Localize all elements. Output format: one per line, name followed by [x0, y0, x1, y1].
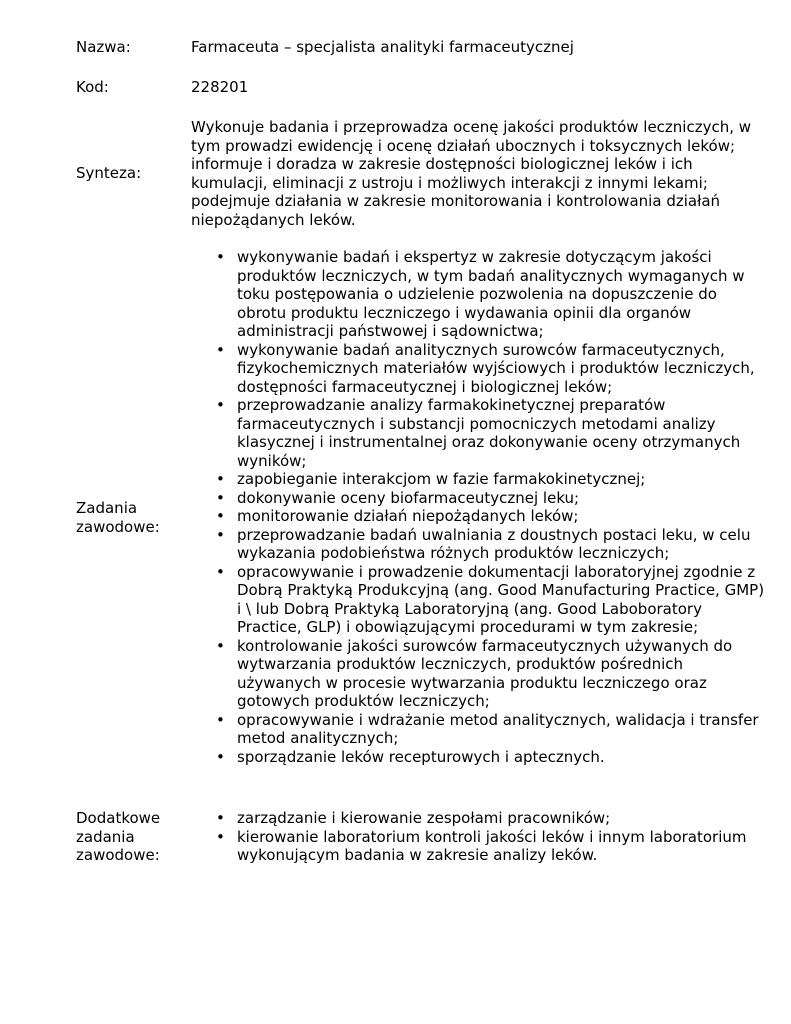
- synthesis-text: Wykonuje badania i przeprowadza ocenę jakości produktów leczniczych, w tym prowadzi ewidencję i ocenę działań ubocznych i toksycznych leków; informuje i doradza w zakresie dostępności biologicznej leków i ich kumulacji, eliminacji z ustroju i możliwych interakcji z innymi lekami; podejmuje działania w zakresie monitorowania i kontrolowania działań niepożądanych leków.: [191, 118, 752, 229]
- occupation-code: 228201: [191, 78, 249, 96]
- synthesis-label: Synteza:: [76, 164, 142, 182]
- list-item: • kontrolowanie jakości surowców farmaceutycznych używanych do wytwarzania produktów leczniczych, produktów pośrednich używanych w procesie wytwarzania produktu leczniczego oraz gotowych produktów leczniczych;: [191, 637, 766, 711]
- list-item: • wykonywanie badań i ekspertyz w zakresie dotyczącym jakości produktów leczniczych, w tym badań analitycznych wymaganych w toku postępowania o udzielenie pozwolenia na dopuszczenie do obrotu produktu leczniczego i wydawania opinii dla organów administracji państwowej i sądownictwa;: [191, 248, 766, 341]
- list-item: • dokonywanie oceny biofarmaceutycznej leku;: [191, 489, 766, 508]
- list-item: • wykonywanie badań analitycznych surowców farmaceutycznych, fizykochemicznych materiałów wyjściowych i produktów leczniczych, dostępności farmaceutycznej i biologicznej leków;: [191, 341, 766, 397]
- list-item: • opracowywanie i wdrażanie metod analitycznych, walidacja i transfer metod analitycznych;: [191, 711, 766, 748]
- list-item: • sporządzanie leków recepturowych i aptecznych.: [191, 748, 766, 767]
- additional-tasks-list: [191, 809, 766, 865]
- name-label: Nazwa:: [76, 38, 131, 56]
- tasks-list: [191, 248, 766, 766]
- code-label: Kod:: [76, 78, 109, 96]
- tasks-label: Zadania zawodowe:: [76, 499, 160, 536]
- list-item: • kierowanie laboratorium kontroli jakości leków i innym laboratorium wykonującym badania w zakresie analizy leków.: [191, 828, 766, 865]
- occupation-name: Farmaceuta – specjalista analityki farmaceutycznej: [191, 38, 574, 56]
- additional-tasks-label: Dodatkowe zadania zawodowe:: [76, 809, 161, 864]
- list-item: • zarządzanie i kierowanie zespołami pracowników;: [191, 809, 766, 828]
- list-item: • monitorowanie działań niepożądanych leków;: [191, 507, 766, 526]
- list-item: • przeprowadzanie analizy farmakokinetycznej preparatów farmaceutycznych i substancji pomocniczych metodami analizy klasycznej i instrumentalnej oraz dokonywanie oceny otrzymanych wyników;: [191, 396, 766, 470]
- list-item: • przeprowadzanie badań uwalniania z doustnych postaci leku, w celu wykazania podobieństwa różnych produktów leczniczych;: [191, 526, 766, 563]
- list-item: • opracowywanie i prowadzenie dokumentacji laboratoryjnej zgodnie z Dobrą Praktyką Produkcyjną (ang. Good Manufacturing Practice, GMP) i \ lub Dobrą Praktyką Laboratoryjną (ang. Good Laboboratory Practice, GLP) i obowiązującymi procedurami w tym zakresie;: [191, 563, 766, 637]
- list-item: • zapobieganie interakcjom w fazie farmakokinetycznej;: [191, 470, 766, 489]
